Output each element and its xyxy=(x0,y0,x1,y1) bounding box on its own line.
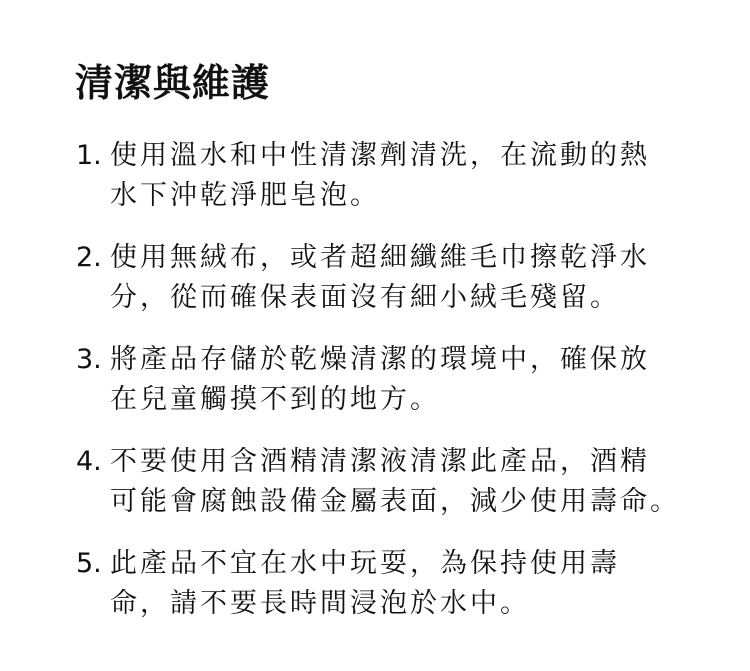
care-instructions-list xyxy=(76,136,716,646)
list-item xyxy=(76,238,716,318)
item-number: 2. xyxy=(76,242,102,273)
page-title: 清潔與維護 xyxy=(75,61,271,105)
item-text: 分，從而確保表面沒有細小絨毛殘留。 xyxy=(110,282,620,313)
item-number: 5. xyxy=(76,548,102,579)
item-text: 水下沖乾淨肥皂泡。 xyxy=(110,180,380,211)
list-item xyxy=(76,442,716,522)
item-number: 1. xyxy=(76,140,102,171)
item-number: 3. xyxy=(76,344,102,375)
list-item xyxy=(76,340,716,420)
item-text: 在兒童觸摸不到的地方。 xyxy=(110,384,440,415)
item-number: 4. xyxy=(76,446,102,477)
item-text: 將產品存儲於乾燥清潔的環境中，確保放 xyxy=(110,344,650,375)
list-item xyxy=(76,544,716,624)
item-text: 命，請不要長時間浸泡於水中。 xyxy=(110,588,530,619)
list-item xyxy=(76,136,716,216)
item-text: 使用無絨布，或者超細纖維毛巾擦乾淨水 xyxy=(110,242,650,273)
item-text: 不要使用含酒精清潔液清潔此產品，酒精 xyxy=(110,446,650,477)
item-text: 使用溫水和中性清潔劑清洗，在流動的熱 xyxy=(110,140,650,171)
item-text: 此產品不宜在水中玩耍，為保持使用壽 xyxy=(110,548,620,579)
item-text: 可能會腐蝕設備金屬表面，減少使用壽命。 xyxy=(110,486,680,517)
